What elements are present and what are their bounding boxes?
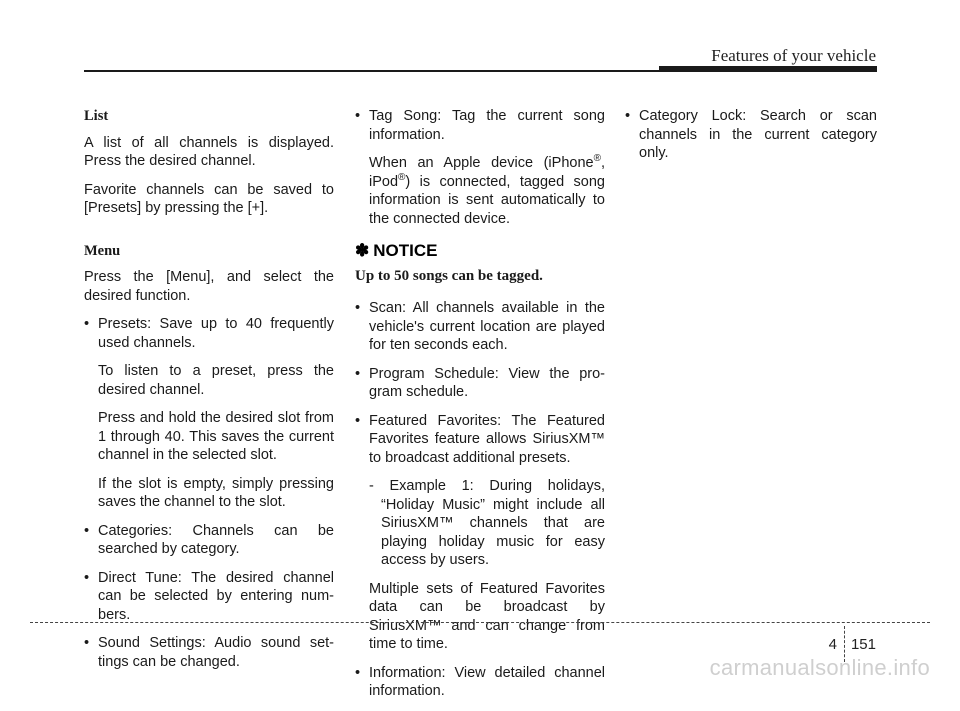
presets-paragraph: If the slot is empty, simply pressing saves the channel to the slot.	[98, 475, 334, 510]
menu-function-list-continued	[355, 299, 605, 701]
notice-label: NOTICE	[373, 241, 438, 260]
example-item: - Example 1: During holidays, “Holiday Music” might include all SiriusXM™ channels that are playing holiday music for easy access by users.	[369, 478, 605, 568]
column-3	[625, 107, 877, 173]
category-lock-item: Category Lock: Search or scan channels in the current category only.	[639, 108, 877, 161]
column-2	[355, 107, 605, 711]
presets-paragraph: To listen to a preset, press the desired channel.	[98, 363, 334, 398]
header-rule	[84, 70, 659, 72]
scan-item: Scan: All channels available in the vehicle's current location are played for ten seconds each.	[369, 300, 605, 353]
menu-heading: Menu	[84, 242, 121, 259]
column-1	[84, 107, 334, 681]
program-schedule-item: Program Schedule: View the pro-gram schedule.	[369, 365, 605, 400]
page-number-value: 151	[850, 635, 876, 653]
categories-item: Categories: Channels can be searched by category.	[98, 522, 334, 557]
list-item	[355, 365, 605, 402]
notice-star-icon: ✽	[355, 241, 370, 260]
watermark: carmanualsonline.info	[709, 655, 930, 680]
footer-rule	[30, 622, 930, 623]
list-item	[84, 522, 334, 559]
tag-song-paragraph	[369, 154, 605, 228]
registered-mark: ®	[593, 153, 601, 165]
notice-title	[355, 242, 605, 261]
menu-paragraph: Press the [Menu], and select the desired function.	[84, 269, 334, 304]
text-fragment: When an Apple device (iPhone	[369, 155, 594, 171]
registered-mark: ®	[398, 171, 406, 183]
list-paragraph: Favorite channels can be saved to [Presets] by pressing the [+].	[84, 181, 334, 216]
list-item	[84, 315, 334, 512]
list-item	[355, 664, 605, 701]
list-heading: List	[84, 108, 109, 124]
list-item	[625, 107, 877, 163]
chapter-number: 4	[828, 635, 837, 653]
direct-tune-item: Direct Tune: The desired channel can be selected by entering num-bers.	[98, 569, 334, 623]
text-fragment: , iPod	[369, 155, 605, 190]
notice-body: Up to 50 songs can be tagged.	[355, 267, 543, 284]
featured-favorites-item: • Featured Favorites: The Featured Favorites feature allows SiriusXM™ to broadcast additional presets.	[369, 412, 605, 466]
header-title: Features of your vehicle	[711, 46, 876, 65]
featured-favorites-paragraph: Multiple sets of Featured Favorites data can be broadcast by SiriusXM™ and can change from time to time.	[369, 580, 605, 652]
menu-function-list-continued	[355, 107, 605, 228]
presets-item: • Presets: Save up to 40 frequently used channels.	[98, 316, 334, 351]
menu-function-list-continued	[625, 107, 877, 163]
menu-function-list	[84, 315, 334, 671]
presets-paragraph: Press and hold the desired slot from 1 through 40. This saves the current channel in the selected slot.	[98, 410, 334, 463]
list-item	[84, 634, 334, 671]
list-item	[355, 107, 605, 228]
sound-settings-item: Sound Settings: Audio sound set-tings can be changed.	[98, 635, 334, 670]
list-item	[84, 569, 334, 625]
list-paragraph: A list of all channels is displayed. Press the desired channel.	[84, 134, 334, 169]
tag-song-item: • Tag Song: Tag the current song information.	[369, 108, 605, 143]
list-item	[355, 412, 605, 654]
text-fragment: ) is connected, tagged song information is sent automatically to the connected device.	[369, 173, 605, 227]
information-item: Information: View detailed channel information.	[369, 664, 605, 699]
header-rule-accent	[659, 66, 877, 72]
list-item	[355, 299, 605, 355]
